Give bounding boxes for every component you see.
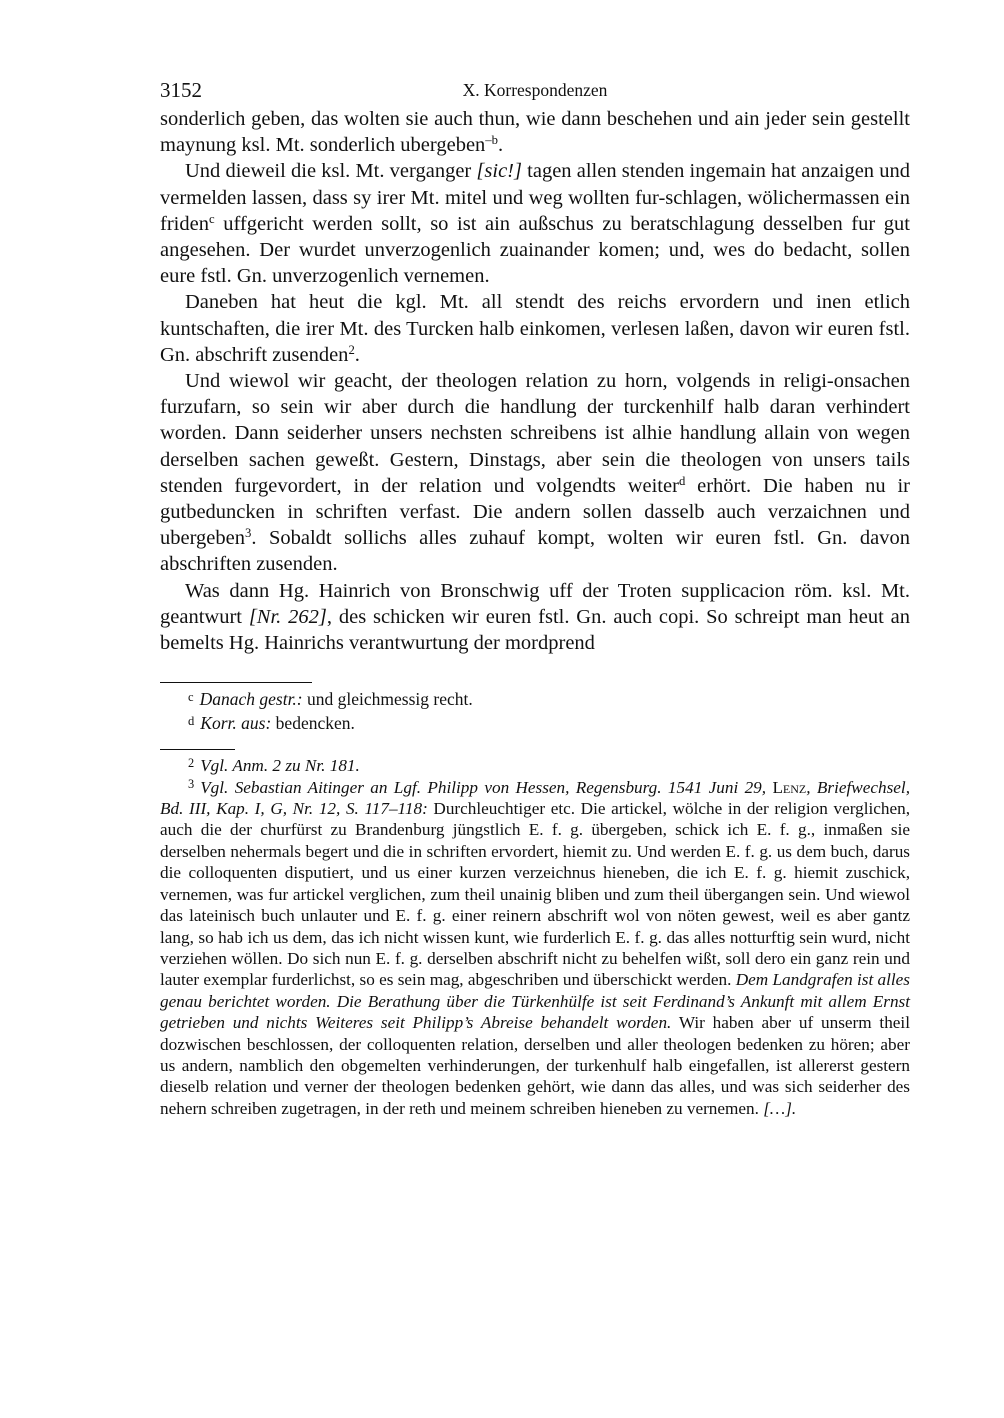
running-title: X. Korrespondenzen (462, 80, 608, 100)
editorial-summary: Dem Landgrafen ist alles genau berichtet worden. Die Berathung über die Türkenhülfe ist seit Ferdinand’s Ankunft mit allem Ernst getrieben und nichts Weiteres seit Philipp’s Abreise behandelt worden. (160, 970, 910, 1033)
cross-reference: [Nr. 262] (248, 605, 327, 628)
apparatus-mark: –b (485, 133, 498, 148)
document-page (160, 78, 910, 1119)
main-text (160, 106, 910, 656)
footnote: $^3$ Vgl. Sebastian Aitinger an Lgf. Philipp von Hessen, Regensburg. 1541 Juni 29, Lenz, Briefwechsel, Bd. III, Kap. I, G, Nr. 12, S. 117–118: Durchleuchtiger etc. Die artickel, wölche in der religion verglichen, auch die der churfürst zu Brandenburg jüngstlich E. f. g. übergeben, schick ich E. f. g., inmaßen sie derselben nehermals begert und die in schriften ervordert, hiemit zu. Und werden E. f. g. us dem buch, darus die colloquenten disputiert, und us einer kurzen verzeichnus hieneben, die ich E. f. g. hiemit zuschick, vernemen, was fur artickel verglichen, zum theil unainig bliben und zum theil übergangen sein. Und wiewol das lateinisch buch unlauter und E. f. g. einer reinern abschrift wol von nöten gewest, weil es aber gantz lang, so hab ich us dem, das ich nicht wissen kunt, wie furderlich E. f. g. das alles notturftig sein wurd, nicht verziehen wöllen. Do sich nun E. f. g. derselben abschrift nicht zu behelfen wißt, soll dero ein ganz rein und lauter exemplar furderlichst, so es sein mag, abgeschriben und überschickt werden. Dem Landgrafen ist alles genau berichtet worden. Die Berathung über die Türkenhülfe ist seit Ferdinand’s Ankunft mit allem Ernst getrieben und nichts Weiteres seit Philipp’s Abreise behandelt worden. Wir haben aber uf unserm theil dozwischen beschlossen, der colloquenten relation, derselben und aller theologen bedenken zu hören; aber us andern, namblich den obgemelten verhinderungen, der turkenhulf halb eingefallen, ist allererst gestern dieselb relation und verner der theologen bedenken gehört, wie dann das alles, und was sich seiderher des nehern schreiben zugetragen, in der reth und meinem schreiben hieneben zu vernemen. […]. (160, 777, 910, 1118)
ellipsis: […]. (763, 1098, 797, 1118)
paragraph: Und wiewol wir geacht, der theologen relation zu horn, volgends in religi-onsachen furzufarn, so sein wir aber durch die handlung der turckenhilf halb daran verhindert worden. Dann seiderher unsers nechsten schreibens ist alhie handlung allain von wegen derselben sachen geweßt. Gestern, Dinstags, aber sein die theologen von unsers tails stenden furgevordert, in der relation und volgendts weiter$^d$ erhört. Die haben nu ir gutbeduncken in schriften verfast. Die andern sollen dasselb auch verzaichnen und ubergeben$^3$. Sobaldt sollichs alles zuhauf kompt, wolten wir euren fstl. Gn. davon abschriften zusenden. (160, 370, 910, 576)
footnotes (160, 755, 910, 1119)
footnote-ref[interactable]: 2 (348, 342, 355, 357)
editorial-note: [sic!] (476, 160, 522, 183)
paragraph: Und dieweil die ksl. Mt. verganger [sic!] tagen allen stenden ingemain hat anzaigen und vermelden lassen, dass sy irer Mt. mitel und weg wollten fur-schlagen, wölichermassen ein friden$^c$ uffgericht werden sollt, so ist ain außschus zu beratschlagung desselben fur gut angesehen. Der wurdet unverzogenlich zuainander komen; und, wes do bedacht, sollen eure fstl. Gn. unverzogenlich vernemen. (160, 160, 910, 288)
paragraph: Daneben hat heut die kgl. Mt. all stendt des reichs ervordern und inen etlich kuntschaften, die irer Mt. des Turcken halb einkomen, verlesen laßen, davon wir euren fstl. Gn. abschrift zusenden$^2$. (160, 291, 910, 366)
footnote-divider (160, 749, 235, 750)
apparatus-note: $^d$ Korr. aus: bedencken. (188, 713, 355, 734)
apparatus-note: $^c$ Danach gestr.: und gleichmessig recht. (188, 689, 473, 710)
footnote-ref[interactable]: 3 (245, 526, 252, 541)
page-number: 3152 (160, 78, 202, 102)
apparatus-mark: c (208, 211, 215, 226)
apparatus-divider (160, 682, 312, 683)
page-header (160, 78, 910, 106)
author-name: Lenz (772, 777, 807, 797)
paragraph: sonderlich geben, das wolten sie auch thun, wie dann beschehen und ain jeder sein gestellt maynung ksl. Mt. sonderlich ubergeben$^{-b}$. (160, 108, 910, 157)
paragraph: Was dann Hg. Hainrich von Bronschwig uff der Troten supplicacion röm. ksl. Mt. geantwurt [Nr. 262], des schicken wir euren fstl. Gn. auch copi. So schreipt man heut an bemelts Hg. Hainrichs verantwurtung der mordprend (160, 579, 910, 655)
footnote: $^2$ Vgl. Anm. 2 zu Nr. 181. (188, 755, 360, 776)
apparatus-mark: d (678, 473, 686, 488)
apparatus-notes (160, 687, 910, 735)
